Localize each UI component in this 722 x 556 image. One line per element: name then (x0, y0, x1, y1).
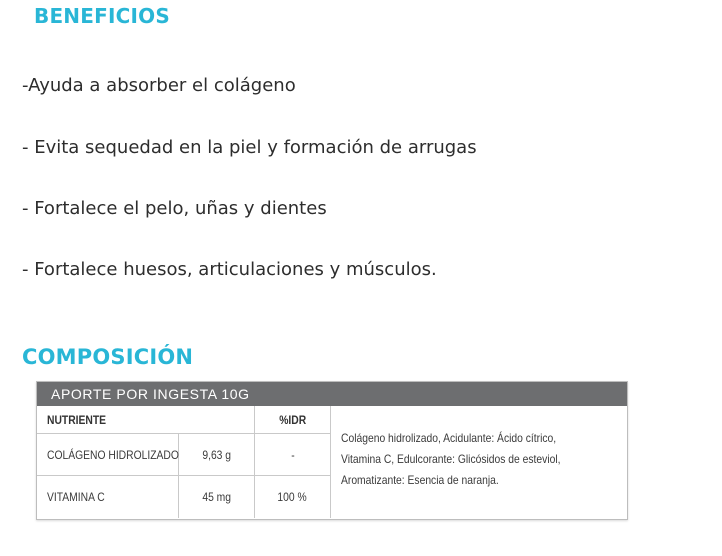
nutrient-idr: 100 % (277, 490, 308, 504)
nutrition-table (36, 381, 628, 520)
nutrient-column-header (37, 406, 255, 434)
nutrient-amount: 9,63 g (202, 447, 231, 462)
table-row-amount (179, 434, 255, 476)
composicion-heading: COMPOSICIÓN (22, 345, 194, 369)
nutrient-column-header-label: NUTRIENTE (47, 412, 107, 427)
benefit-item: - Evita sequedad en la piel y formación de arrugas (22, 137, 477, 158)
idr-column-header (255, 406, 331, 434)
idr-column-header-label: %IDR (279, 412, 306, 427)
table-row-amount (179, 476, 255, 518)
nutrient-amount: 45 mg (202, 490, 231, 504)
ingredients-line: Aromatizante: Esencia de naranja. (341, 473, 499, 487)
nutrient-idr: - (290, 447, 295, 462)
table-row-idr (255, 434, 331, 476)
nutrient-name: COLÁGENO HIDROLIZADO (47, 447, 179, 462)
benefit-item: - Fortalece huesos, articulaciones y músculos. (22, 259, 437, 280)
ingredients-line: Colágeno hidrolizado, Acidulante: Ácido cítrico, (341, 431, 557, 445)
table-row-name (37, 434, 179, 476)
table-row-idr (255, 476, 331, 518)
benefit-item: - Fortalece el pelo, uñas y dientes (22, 198, 327, 219)
ingredients-line: Vitamina C, Edulcorante: Glicósidos de esteviol, (341, 452, 561, 466)
nutrition-table-title: APORTE POR INGESTA 10G (37, 382, 627, 406)
benefit-item: -Ayuda a absorber el colágeno (22, 75, 296, 96)
beneficios-heading: BENEFICIOS (34, 4, 170, 28)
nutrient-name: VITAMINA C (47, 490, 105, 504)
ingredients-list (341, 428, 621, 491)
table-row-name (37, 476, 179, 518)
